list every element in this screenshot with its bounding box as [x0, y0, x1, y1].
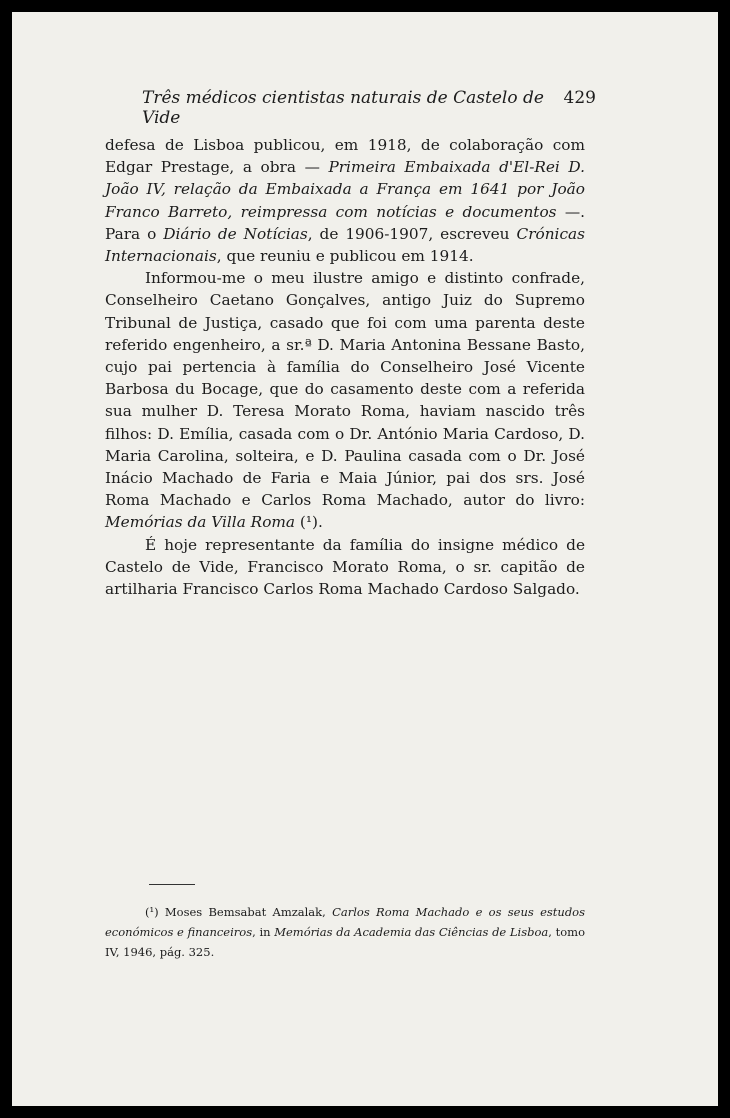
text-run: , in — [252, 925, 275, 939]
italic-title: Primeira Embaixada d'El-Rei D. João IV, relação da Embaixada a França em 1641 por João Franco Barreto, reimpressa com notícias e documentos — [105, 158, 585, 221]
footnote-reference: (¹). — [295, 513, 323, 532]
footnote — [105, 902, 585, 962]
text-run: Informou-me o meu ilustre amigo e distinto confrade, Conselheiro Caetano Gonçalves, antigo Juiz do Supremo Tribunal de Justiça, casado que foi com uma parenta deste referido engenheiro, a sr.ª D. Maria Antonina Bessane Basto, cujo pai pertencia à família do Conselheiro José Vicente Barbosa du Bocage, que do casamento deste com a referida sua mulher D. Teresa Morato Roma, haviam nascido três filhos: D. Emília, casada com o Dr. António Maria Cardoso, D. Maria Carolina, solteira, e D. Paulina casada com o Dr. José Inácio Machado de Faria e Maia Júnior, pai dos srs. José Roma Machado e Carlos Roma Machado, autor do livro: — [105, 269, 585, 510]
italic-title: Memórias da Academia das Ciências de Lisboa — [274, 925, 549, 939]
italic-title: Memórias da Villa Roma — [105, 513, 296, 532]
italic-title: Crónicas Internacionais — [105, 224, 585, 266]
text-run: , de 1906-1907, escreveu — [307, 224, 517, 243]
body-text — [105, 134, 585, 600]
italic-title: Carlos Roma Machado e os seus estudos económicos e financeiros — [105, 905, 586, 939]
text-run: (¹) Moses Bemsabat Amzalak, — [145, 905, 333, 919]
page-number: 429 — [563, 88, 596, 108]
text-run: , tomo IV, 1946, pág. 325. — [105, 925, 585, 959]
footnote-text — [105, 902, 585, 962]
italic-title: Diário de Notícias — [163, 224, 308, 243]
running-header — [142, 88, 596, 128]
text-run: É hoje representante da família do insigne médico de Castelo de Vide, Francisco Morato Roma, o sr. capitão de artilharia Francisco Carlos Roma Machado Cardoso Salgado. — [105, 535, 585, 599]
running-title: Três médicos cientistas naturais de Castelo de Vide — [142, 88, 544, 128]
footnote-separator — [149, 884, 195, 885]
text-run: —. Para o — [105, 202, 585, 243]
book-page — [12, 12, 718, 1106]
paragraph-3 — [105, 534, 585, 601]
text-run: , que reuniu e publicou em 1914. — [216, 247, 474, 266]
paragraph-2 — [105, 267, 585, 533]
paragraph-1 — [105, 134, 585, 267]
text-run: defesa de Lisboa publicou, em 1918, de colaboração com Edgar Prestage, a obra — — [105, 136, 585, 177]
